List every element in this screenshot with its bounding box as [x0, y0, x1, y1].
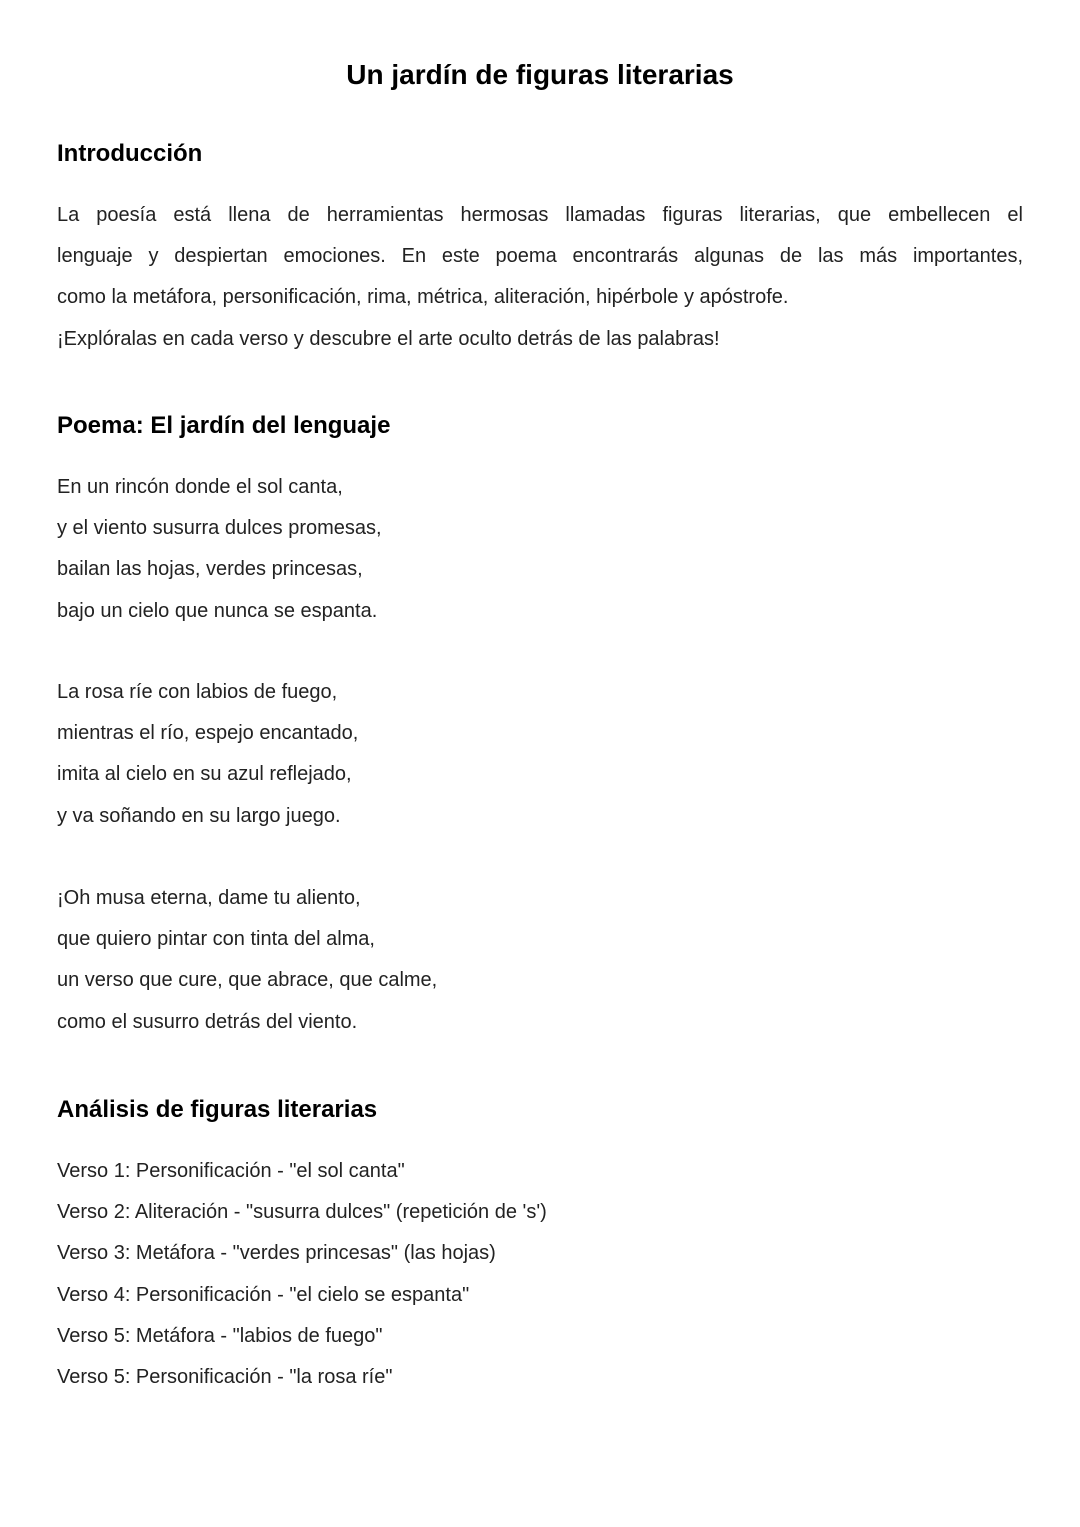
analysis-item: Verso 3: Metáfora - "verdes princesas" (las hojas) — [57, 1242, 496, 1265]
poem-verse: En un rincón donde el sol canta, — [57, 476, 343, 498]
poem-verse: un verso que cure, que abrace, que calme, — [57, 969, 438, 992]
poem-verse: que quiero pintar con tinta del alma, — [57, 928, 375, 951]
poem-heading: Poema: El jardín del lenguaje — [57, 412, 391, 439]
introduction-line: lenguaje y despiertan emociones. En este poema encontrarás algunas de las más importantes, — [57, 245, 1023, 268]
introduction-line: como la metáfora, personificación, rima, métrica, aliteración, hipérbole y apóstrofe. — [57, 286, 789, 309]
poem-verse: imita al cielo en su azul reflejado, — [57, 763, 352, 786]
analysis-item: Verso 4: Personificación - "el cielo se espanta" — [57, 1283, 470, 1306]
introduction-paragraph — [57, 195, 1023, 360]
analysis-item: Verso 5: Metáfora - "labios de fuego" — [57, 1324, 383, 1347]
poem-stanza-2 — [57, 672, 358, 837]
introduction-heading: Introducción — [57, 140, 203, 167]
poem-verse: como el susurro detrás del viento. — [57, 1010, 358, 1033]
poem-verse: bailan las hojas, verdes princesas, — [57, 558, 363, 581]
poem-verse: bajo un cielo que nunca se espanta. — [57, 599, 378, 622]
poem-verse: y va soñando en su largo juego. — [57, 804, 341, 827]
poem-verse: ¡Oh musa eterna, dame tu aliento, — [57, 887, 361, 909]
poem-verse: y el viento susurra dulces promesas, — [57, 517, 382, 540]
poem-verse: La rosa ríe con labios de fuego, — [57, 681, 338, 703]
analysis-item: Verso 5: Personificación - "la rosa ríe" — [57, 1366, 393, 1389]
analysis-heading: Análisis de figuras literarias — [57, 1096, 378, 1123]
poem-stanza-1 — [57, 467, 382, 632]
introduction-line: ¡Explóralas en cada verso y descubre el arte oculto detrás de las palabras! — [57, 327, 720, 350]
document-title: Un jardín de figuras literarias — [346, 59, 734, 90]
analysis-item: Verso 1: Personificación - "el sol canta" — [57, 1160, 405, 1182]
poem-verse: mientras el río, espejo encantado, — [57, 722, 359, 745]
analysis-list — [57, 1151, 547, 1398]
analysis-item: Verso 2: Aliteración - "susurra dulces" (repetición de 's') — [57, 1201, 547, 1224]
introduction-line: La poesía está llena de herramientas hermosas llamadas figuras literarias, que embellecen el — [57, 204, 1023, 226]
poem-stanza-3 — [57, 878, 437, 1043]
